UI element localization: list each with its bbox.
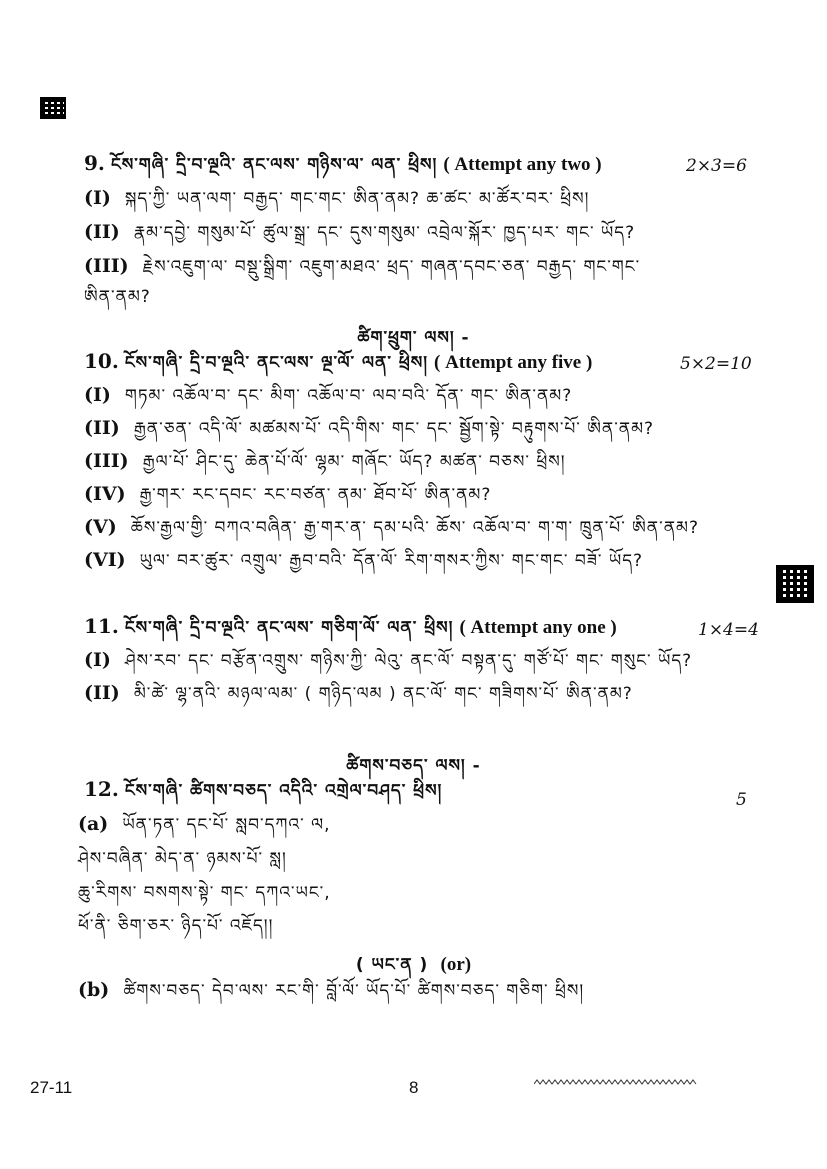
q10-item-5-label: (V) bbox=[84, 516, 117, 538]
q10-heading-line bbox=[84, 348, 592, 376]
q12-heading: ངོས་གཞི་ ཚིགས་བཅད་ འདིའི་ འགྲེལ་བཤད་ ཕྲིས། bbox=[124, 781, 443, 801]
or-tibetan: ( ཡང་ན ) bbox=[355, 955, 429, 975]
q9-item-3-cont bbox=[84, 283, 151, 310]
q10-item-4-label: (IV) bbox=[84, 483, 126, 505]
q12-verse-4: ཕོ་ནི་ ཅིག་ཅར་ ཉིད་པོ་ འཇོད།། bbox=[78, 916, 274, 936]
q9-instruction: ( Attempt any two ) bbox=[443, 154, 602, 175]
q11-item-1 bbox=[84, 647, 692, 674]
q9-heading: ངོས་གཞི་ དྲི་བ་ལྔའི་ ནང་ལས་ གཉིས་ལ་ ལན་ ཕྲིས། bbox=[110, 155, 438, 175]
q10-item-3-text: རྒྱལ་པོ་ ཤིང་དུ་ ཆེན་པོ་ལོ་ ལྷམ་ གཞོང་ ཡོད? མཚན་ བཅས་ ཕྲིས། bbox=[142, 452, 566, 472]
q9-item-3-label: (III) bbox=[84, 255, 129, 277]
q11-heading-line bbox=[84, 613, 617, 641]
q11-instruction: ( Attempt any one ) bbox=[459, 617, 617, 638]
q9-item-2 bbox=[84, 219, 635, 246]
q12-number: 12. bbox=[84, 777, 119, 801]
q11-item-2 bbox=[84, 680, 633, 707]
q12-verse-line-4 bbox=[78, 912, 273, 939]
q10-number: 10. bbox=[84, 349, 119, 373]
q9-item-2-label: (II) bbox=[84, 221, 120, 243]
q12-text-b: ཚིགས་བཅད་ དེབ་ལས་ རང་གི་ བློ་ལོ་ ཡོད་པོ་ ཚིགས་བཅད་ གཅིག་ ཕྲིས། bbox=[123, 981, 585, 1001]
q10-item-5-text: ཆོས་རྒྱལ་གྱི་ བཀའ་བཞིན་ རྒྱ་གར་ན་ དམ་པའི་ ཆོས་ འཆོལ་བ་ ག་ག་ ཁྲུན་པོ་ ཨིན་ནམ? bbox=[130, 518, 700, 538]
footer-page-number: 8 bbox=[409, 1078, 419, 1097]
wavy-line-icon bbox=[534, 1078, 698, 1088]
q10-item-6 bbox=[84, 547, 643, 574]
q11-marks: 1×4=4 bbox=[698, 620, 759, 640]
q9-item-1-label: (I) bbox=[84, 187, 111, 209]
q11-item-2-text: མི་ཚེ་ ལྷ་ནའི་ མཉལ་ལམ་ ( གཉིད་ལམ ) ནང་ལོ་ གང་ གཟིགས་པོ་ ཨིན་ནམ? bbox=[133, 684, 633, 704]
q12-verse-line-1 bbox=[78, 811, 330, 838]
q10-item-2-label: (II) bbox=[84, 417, 120, 439]
footer-code: 27-11 bbox=[30, 1078, 73, 1097]
q12-heading-line bbox=[84, 776, 442, 804]
q10-item-1 bbox=[84, 382, 572, 409]
section-grammar-heading: ཚིག་ཕྲུག་ ལས། - bbox=[357, 328, 470, 348]
q10-item-4 bbox=[84, 481, 491, 508]
q11-heading: ངོས་གཞི་ དྲི་བ་ལྔའི་ ནང་ལས་ གཅིག་ལོ་ ལན་ ཕྲིས། bbox=[124, 618, 454, 638]
q10-item-3-label: (III) bbox=[84, 450, 129, 472]
q12-verse-line-2 bbox=[78, 845, 287, 872]
q10-item-1-label: (I) bbox=[84, 384, 111, 406]
q9-number: 9. bbox=[84, 151, 105, 175]
q10-item-4-text: རྒྱ་གར་ རང་དབང་ རང་བཙན་ ནམ་ ཐོབ་པོ་ ཨིན་ནམ? bbox=[139, 485, 492, 505]
q10-item-6-text: ཡུལ་ བར་ཚུར་ འགྲུལ་ རྒྱབ་བའི་ དོན་ལོ་ རིག་གསར་ཀྱིས་ གང་གང་ བཟོ་ ཡོད? bbox=[139, 551, 644, 571]
q12-option-b bbox=[78, 977, 584, 1004]
q10-item-6-label: (VI) bbox=[84, 549, 126, 571]
q9-item-1-text: སྐད་ཀྱི་ ཡན་ལག་ བརྒྱད་ གང་གང་ ཨིན་ནམ? ཆ་ཚང་ མ་ཚོར་བར་ ཕྲིས། bbox=[124, 189, 590, 209]
q9-item-3-cont-text: ཨིན་ནམ? bbox=[84, 287, 151, 307]
section-poetry-heading: ཚིགས་བཅད་ ལས། - bbox=[346, 756, 481, 776]
q12-verse-3: ཆུ་རིགས་ བསགས་སྟེ་ གང་ དཀའ་ཡང་, bbox=[78, 883, 331, 903]
q12-verse-1: ཡོན་ཏན་ དང་པོ་ སླབ་དཀའ་ ལ, bbox=[122, 815, 331, 835]
q11-number: 11. bbox=[84, 614, 119, 638]
q10-instruction: ( Attempt any five ) bbox=[434, 352, 593, 373]
qr-code-small bbox=[40, 97, 66, 119]
q10-item-3 bbox=[84, 448, 565, 475]
q9-marks: 2×3=6 bbox=[686, 156, 747, 176]
q9-item-2-text: རྣམ་དབྱེ་ གསུམ་པོ་ ཚུལ་སྒྲ་ དང་ དུས་གསུམ་ འབྲེལ་སྐོར་ ཁྱད་པར་ གང་ ཡོད? bbox=[133, 223, 636, 243]
q9-item-3 bbox=[84, 253, 640, 280]
q12-label-b: (b) bbox=[78, 979, 110, 1001]
q9-heading-line bbox=[84, 150, 602, 178]
q12-label-a: (a) bbox=[78, 813, 109, 835]
qr-code-side bbox=[776, 565, 814, 603]
q12-marks: 5 bbox=[736, 790, 747, 810]
q10-item-2 bbox=[84, 415, 654, 442]
q11-item-1-label: (I) bbox=[84, 649, 111, 671]
q10-item-2-text: རྒྱན་ཅན་ འདི་ལོ་ མཚམས་པོ་ འདི་གིས་ གང་ དང་ སྦྱོག་སྟེ་ བརྟུགས་པོ་ ཨིན་ནམ? bbox=[133, 419, 655, 439]
q9-item-3-text: རྗེས་འཇུག་ལ་ བསྡུ་སྒྲིག་ འཇུག་མཐའ་ ཕྲད་ གཞན་དབང་ཅན་ བརྒྱད་ གང་གང་ bbox=[142, 257, 641, 277]
q12-verse-2: ཤེས་བཞིན་ མེད་ན་ ཉམས་པོ་ སླ། bbox=[78, 849, 287, 869]
q10-item-5 bbox=[84, 514, 699, 541]
q10-item-1-text: གཏམ་ འཆོལ་བ་ དང་ མིག་ འཆོལ་བ་ ལབ་བའི་ དོན་ གང་ ཨིན་ནམ? bbox=[124, 386, 573, 406]
q10-heading: ངོས་གཞི་ དྲི་བ་ལྔའི་ ནང་ལས་ ལྔ་ལོ་ ལན་ ཕྲིས། bbox=[124, 353, 428, 373]
q9-item-1 bbox=[84, 185, 589, 212]
or-english: (or) bbox=[440, 954, 472, 975]
q10-marks: 5×2=10 bbox=[680, 354, 752, 374]
q12-verse-line-3 bbox=[78, 879, 331, 906]
q11-item-2-label: (II) bbox=[84, 682, 120, 704]
q11-item-1-text: ཤེས་རབ་ དང་ བརྩོན་འགྲུས་ གཉིས་ཀྱི་ ལེའུ་ ནང་ལོ་ བསྟན་དུ་ གཙོ་པོ་ གང་ གསུང་ ཡོད? bbox=[124, 651, 693, 671]
